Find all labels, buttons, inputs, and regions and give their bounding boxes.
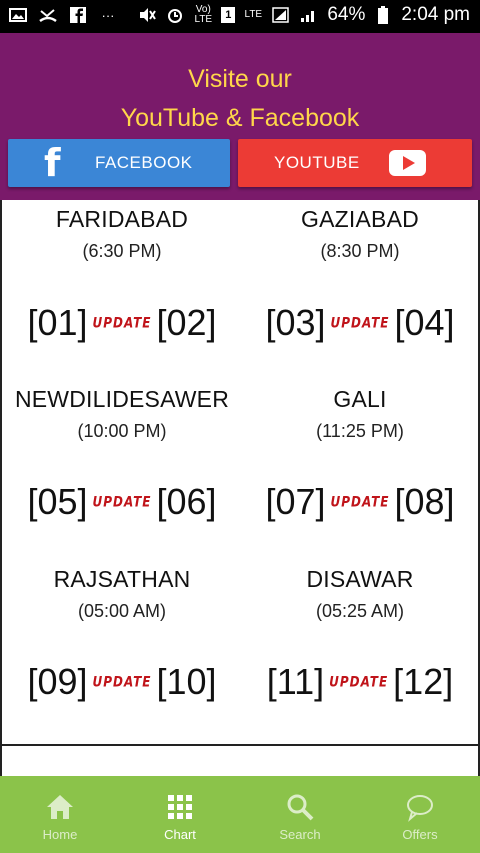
nav-search-label: Search (279, 827, 321, 842)
missed-call-icon (38, 6, 58, 24)
battery-icon (373, 6, 393, 24)
game-name: GAZIABAD (301, 206, 419, 232)
facebook-button-label: FACEBOOK (95, 153, 193, 172)
result-numbers (2, 661, 242, 703)
status-bar (0, 0, 480, 33)
alarm-icon (165, 6, 185, 24)
search-icon (285, 792, 315, 822)
result-close: [02] (156, 302, 217, 343)
result-numbers (2, 481, 242, 523)
list-spacer (0, 746, 480, 776)
game-rajsathan[interactable] (2, 566, 242, 622)
update-badge: UPDATE (330, 493, 390, 511)
result-numbers (2, 302, 242, 344)
youtube-play-icon (389, 150, 426, 176)
update-badge: UPDATE (92, 673, 152, 691)
update-badge: UPDATE (329, 673, 389, 691)
promo-line-2: YouTube & Facebook (120, 104, 360, 132)
result-numbers (240, 661, 480, 703)
game-name: GALI (333, 386, 387, 412)
nav-chart[interactable] (120, 776, 240, 853)
result-numbers (240, 302, 480, 344)
game-name: FARIDABAD (55, 206, 189, 232)
bottom-navigation (0, 776, 480, 853)
grid-icon (165, 792, 195, 822)
result-open: [03] (265, 302, 326, 343)
result-close: [04] (394, 302, 455, 343)
result-open: [05] (27, 481, 88, 522)
game-gali[interactable] (240, 386, 480, 442)
volte-label: Vo) LTE (194, 4, 213, 25)
signal-bars-icon (299, 6, 319, 24)
nav-home-label: Home (42, 827, 78, 842)
gallery-icon (8, 6, 28, 24)
game-name: RAJSATHAN (53, 566, 191, 592)
lte-label: LTE (244, 9, 263, 20)
mute-icon (137, 6, 157, 24)
result-close: [10] (156, 661, 217, 702)
result-close: [06] (156, 481, 217, 522)
nav-search[interactable] (240, 776, 360, 853)
more-notifications-icon: ··· (101, 7, 115, 23)
nav-offers[interactable] (360, 776, 480, 853)
nav-home[interactable] (0, 776, 120, 853)
update-badge: UPDATE (92, 314, 152, 332)
game-faridabad[interactable] (2, 206, 242, 262)
clock: 2:04 pm (401, 4, 470, 25)
update-badge: UPDATE (92, 493, 152, 511)
result-open: [01] (27, 302, 88, 343)
battery-percent: 64% (327, 4, 366, 25)
nav-chart-label: Chart (164, 827, 196, 842)
game-newdilidesawer[interactable] (2, 386, 242, 442)
game-time: (8:30 PM) (320, 241, 400, 261)
result-open: [07] (265, 481, 326, 522)
game-name: DISAWAR (306, 566, 414, 592)
game-time: (6:30 PM) (82, 241, 162, 261)
signal-icon (271, 6, 291, 24)
home-icon (45, 792, 75, 822)
game-gaziabad[interactable] (240, 206, 480, 262)
game-time: (05:25 AM) (315, 601, 405, 621)
game-time: (10:00 PM) (77, 421, 167, 441)
facebook-icon: f (44, 141, 62, 185)
results-grid (0, 200, 480, 746)
result-open: [09] (27, 661, 88, 702)
update-badge: UPDATE (330, 314, 390, 332)
result-close: [08] (394, 481, 455, 522)
sim-icon: 1 (221, 7, 235, 23)
nav-offers-label: Offers (402, 827, 438, 842)
game-time: (11:25 PM) (316, 421, 404, 441)
game-disawar[interactable] (240, 566, 480, 622)
result-open: [11] (266, 661, 325, 702)
result-numbers (240, 481, 480, 523)
promo-header (0, 33, 480, 200)
promo-line-1: Visite our (188, 65, 292, 93)
game-name: NEWDILIDESAWER (14, 386, 230, 412)
game-time: (05:00 AM) (77, 601, 167, 621)
facebook-notification-icon (68, 6, 88, 24)
result-close: [12] (393, 661, 454, 702)
youtube-button[interactable] (238, 139, 472, 187)
chat-bubble-icon (405, 792, 435, 822)
youtube-button-label: YOUTUBE (274, 153, 360, 172)
facebook-button[interactable] (8, 139, 230, 187)
